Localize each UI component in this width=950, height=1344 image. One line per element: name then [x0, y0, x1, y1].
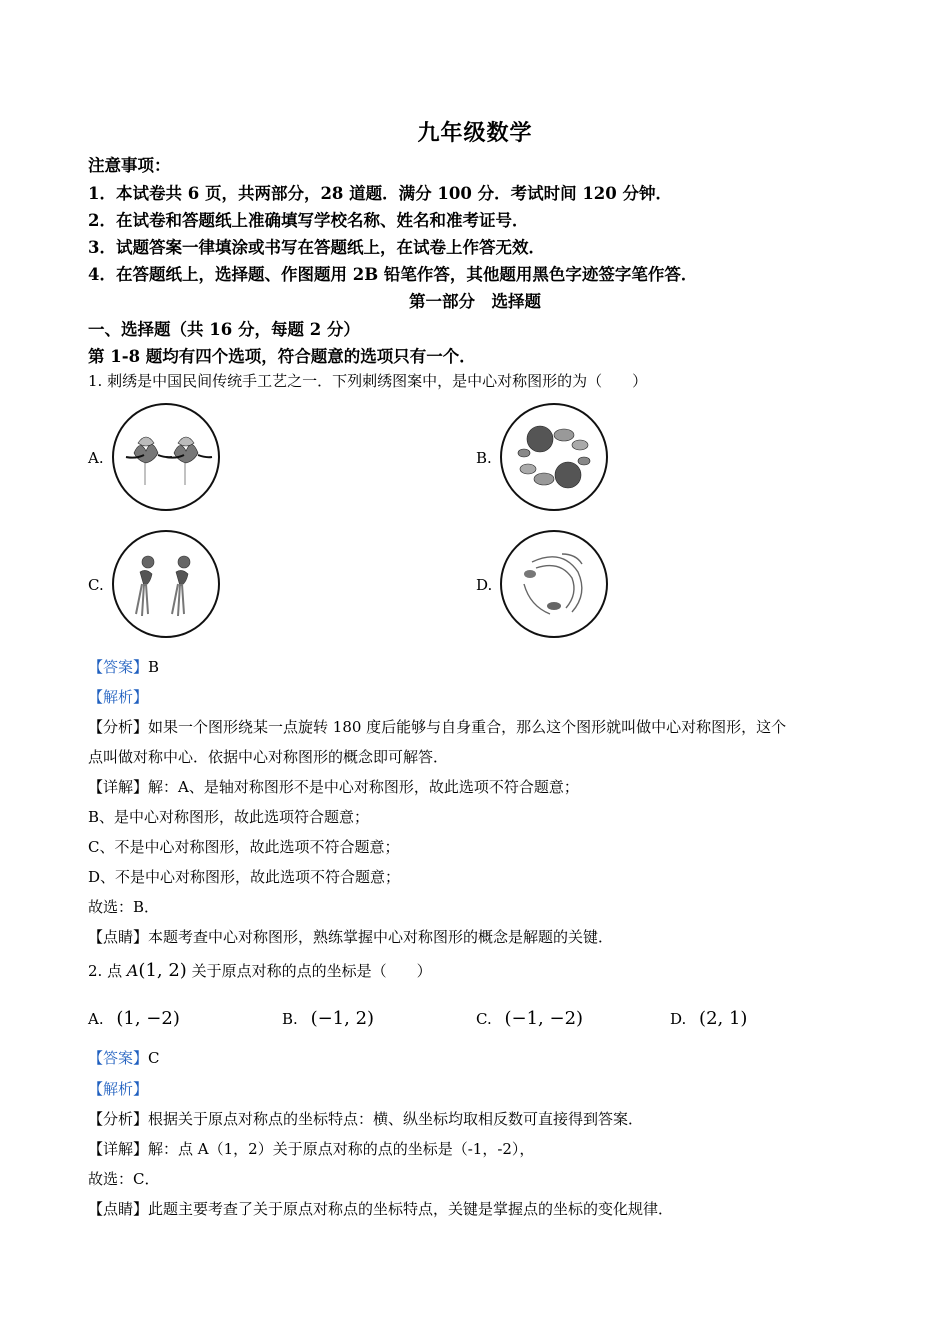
- q1-option-c-image: [112, 530, 220, 638]
- notice-item-2: 2．在试卷和答题纸上准确填写学校名称、姓名和准考证号．: [88, 211, 529, 230]
- q2-analysis-tag: 【解析】: [88, 1080, 149, 1098]
- q1-option-d-image: [500, 530, 608, 638]
- q1-xiangjie-4: D、不是中心对称图形，故此选项不符合题意；: [88, 868, 401, 886]
- q2-fenxi: 根据关于原点对称点的坐标特点：横、纵坐标均取相反数可直接得到答案．: [148, 1110, 644, 1128]
- q2-dianjing: 此题主要考查了关于原点对称点的坐标特点，关键是掌握点的坐标的变化规律．: [148, 1200, 674, 1218]
- q2-dianjing-tag: 【点睛】: [88, 1200, 149, 1218]
- q1-option-d-label: D.: [476, 576, 493, 594]
- q1-fenxi-tag: 【分析】: [88, 718, 149, 736]
- page-title: 九年级数学: [417, 120, 533, 146]
- q2-option-b: [282, 1008, 374, 1029]
- q1-answer: B: [148, 658, 160, 676]
- q1-xiangjie-3: C、不是中心对称图形，故此选项不符合题意；: [88, 838, 400, 856]
- q1-option-a-label: A.: [88, 449, 104, 467]
- q2-fenxi-tag: 【分析】: [88, 1110, 149, 1128]
- q2-point-name: A: [126, 961, 139, 980]
- q2-option-d-value: (2, 1): [699, 1008, 748, 1029]
- q2-option-b-value: (−1, 2): [310, 1008, 375, 1029]
- notice-item-3: 3．试题答案一律填涂或书写在答题纸上，在试卷上作答无效．: [88, 238, 545, 257]
- part1-heading: 第一部分 选择题: [409, 292, 541, 311]
- q2-xiangjie-1: 解：点 A（1，2）关于原点对称的点的坐标是（-1，-2），: [148, 1140, 535, 1158]
- q2-stem-post: 关于原点对称的点的坐标是（ ）: [186, 962, 432, 980]
- q2-option-b-label: B.: [282, 1010, 298, 1028]
- q2-xiangjie-tag: 【详解】: [88, 1140, 149, 1158]
- q2-option-c-value: (−1, −2): [504, 1008, 584, 1029]
- q2-option-d: [670, 1008, 747, 1029]
- q1-option-c-label: C.: [88, 576, 104, 594]
- notice-item-1: 1．本试卷共 6 页，共两部分，28 道题．满分 100 分．考试时间 120 分钟．: [88, 184, 673, 203]
- section-heading: 一、选择题（共 16 分，每题 2 分）: [88, 320, 360, 339]
- q1-fenxi-cont: 点叫做对称中心．依据中心对称图形的概念即可解答．: [88, 748, 449, 766]
- q2-stem-pre: 2. 点: [88, 962, 127, 980]
- q1-option-b-image: [500, 403, 608, 511]
- q1-analysis-tag: 【解析】: [88, 688, 149, 706]
- notice-item-4: 4．在答题纸上，选择题、作图题用 2B 铅笔作答，其他题用黑色字迹签字笔作答．: [88, 265, 698, 284]
- q2-answer: C: [148, 1049, 160, 1067]
- q1-answer-tag: 【答案】: [88, 658, 149, 676]
- q2-option-a: [88, 1008, 180, 1029]
- q2-answer-tag: 【答案】: [88, 1049, 149, 1067]
- q1-xiangjie-tag: 【详解】: [88, 778, 149, 796]
- notice-heading: 注意事项：: [88, 156, 171, 175]
- q1-option-b-label: B.: [476, 449, 492, 467]
- q1-dianjing-tag: 【点睛】: [88, 928, 149, 946]
- section-instruction: 第 1-8 题均有四个选项，符合题意的选项只有一个．: [88, 347, 476, 366]
- q1-dianjing: 本题考查中心对称图形，熟练掌握中心对称图形的概念是解题的关键．: [148, 928, 614, 946]
- q2-option-c: [476, 1008, 583, 1029]
- q2-option-d-label: D.: [670, 1010, 687, 1028]
- q2-xiangjie-2: 故选：C．: [88, 1170, 160, 1188]
- q1-fenxi: 如果一个图形绕某一点旋转 180 度后能够与自身重合，那么这个图形就叫做中心对称图形，这个: [148, 718, 787, 736]
- q2-option-a-label: A.: [88, 1010, 104, 1028]
- q1-xiangjie-1: 解：A、是轴对称图形不是中心对称图形，故此选项不符合题意；: [148, 778, 579, 796]
- q2-point-coord: (1, 2): [138, 960, 187, 981]
- q1-stem: 1. 刺绣是中国民间传统手工艺之一．下列刺绣图案中，是中心对称图形的为（ ）: [88, 372, 648, 390]
- q1-xiangjie-2: B、是中心对称图形，故此选项符合题意；: [88, 808, 370, 826]
- q2-option-c-label: C.: [476, 1010, 492, 1028]
- q1-option-a-image: [112, 403, 220, 511]
- q1-xiangjie-5: 故选：B．: [88, 898, 160, 916]
- q2-option-a-value: (1, −2): [116, 1008, 180, 1029]
